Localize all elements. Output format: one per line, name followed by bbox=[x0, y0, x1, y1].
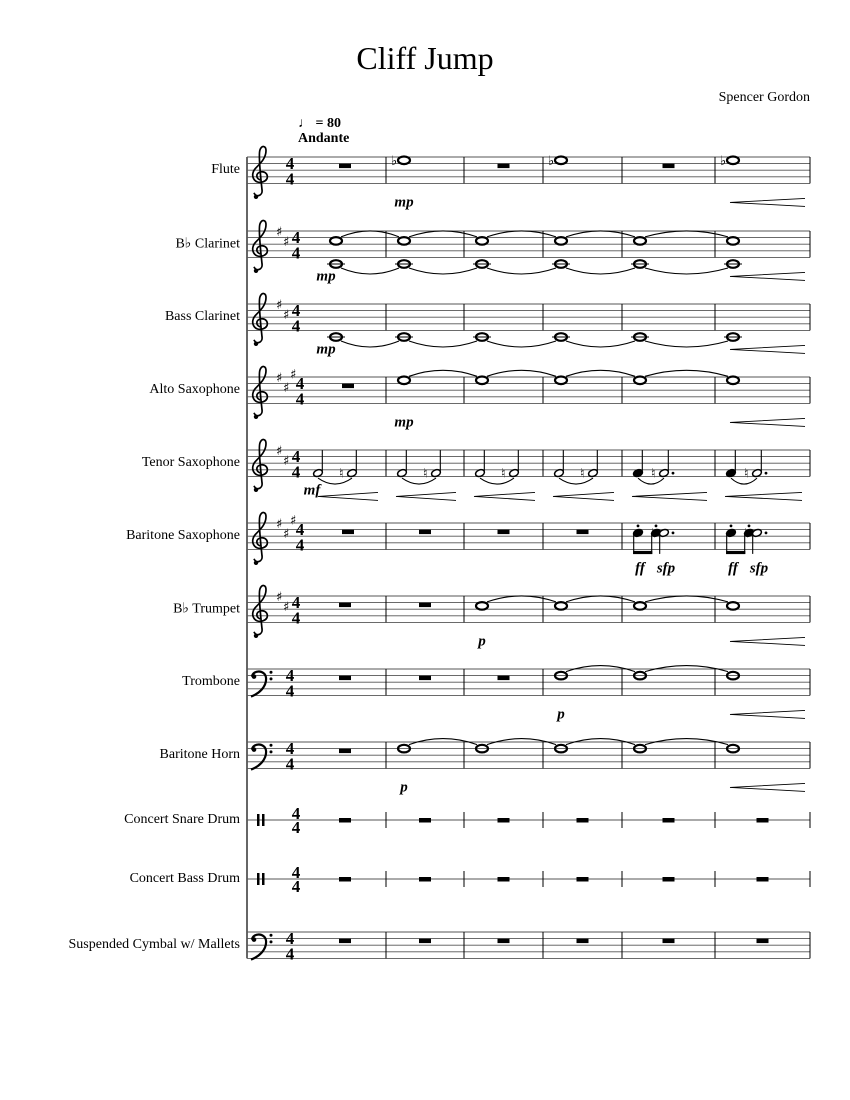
whole-note bbox=[634, 602, 646, 610]
whole-rest bbox=[577, 939, 589, 944]
key-signature-sharp-icon: ♯ bbox=[276, 444, 283, 459]
whole-rest bbox=[339, 877, 351, 882]
whole-note bbox=[398, 377, 410, 385]
whole-rest bbox=[663, 939, 675, 944]
accidental-natural-icon: ♮ bbox=[423, 466, 428, 482]
treble-clef-icon bbox=[254, 269, 258, 273]
staff-alto-saxophone bbox=[247, 367, 810, 431]
whole-rest bbox=[339, 164, 351, 169]
key-signature-sharp-icon: ♯ bbox=[276, 298, 283, 313]
crescendo-hairpin bbox=[725, 492, 802, 500]
bass-clef-icon bbox=[270, 934, 273, 937]
treble-clef-icon bbox=[254, 561, 258, 565]
dynamic-mp: mp bbox=[394, 194, 414, 211]
key-signature-sharp-icon: ♯ bbox=[290, 513, 297, 529]
treble-clef-icon bbox=[254, 415, 258, 419]
whole-rest bbox=[498, 164, 510, 169]
time-signature-top: 4 bbox=[291, 593, 301, 612]
whole-note bbox=[727, 237, 739, 245]
tempo-text: Andante bbox=[298, 131, 350, 146]
dynamic-mp: mp bbox=[316, 341, 336, 358]
bass-clef-icon bbox=[270, 750, 273, 753]
crescendo-hairpin bbox=[730, 710, 805, 718]
treble-clef-icon bbox=[253, 586, 268, 635]
time-signature-top: 4 bbox=[285, 154, 295, 173]
instrument-name: B♭ Clarinet bbox=[175, 236, 240, 252]
tie bbox=[487, 231, 556, 237]
treble-clef-icon bbox=[254, 488, 258, 492]
time-signature-bottom: 4 bbox=[285, 944, 295, 964]
staff-b-trumpet bbox=[247, 586, 810, 650]
percussion-clef-icon bbox=[262, 814, 265, 826]
treble-clef-icon bbox=[254, 342, 258, 346]
whole-rest bbox=[663, 164, 675, 169]
crescendo-hairpin bbox=[730, 418, 805, 426]
bass-clef-icon bbox=[252, 937, 257, 942]
whole-note bbox=[634, 377, 646, 385]
time-signature-top: 4 bbox=[285, 666, 295, 685]
key-signature-sharp-icon: ♯ bbox=[276, 517, 283, 532]
time-signature-top: 4 bbox=[291, 228, 301, 247]
treble-clef-icon bbox=[253, 367, 268, 416]
whole-rest bbox=[498, 939, 510, 944]
tie bbox=[487, 596, 556, 602]
instrument-name: Baritone Horn bbox=[159, 747, 240, 763]
whole-note bbox=[727, 377, 739, 385]
whole-rest bbox=[663, 818, 675, 823]
whole-rest bbox=[339, 603, 351, 608]
accidental-natural-icon: ♮ bbox=[651, 466, 656, 482]
staff-suspended-cymbal-w-mallets bbox=[247, 929, 810, 963]
key-signature-sharp-icon: ♯ bbox=[283, 526, 290, 542]
bass-clef-icon bbox=[270, 744, 273, 747]
time-signature-top: 4 bbox=[291, 863, 301, 882]
key-signature-sharp-icon: ♯ bbox=[283, 599, 290, 615]
key-signature-sharp-icon: ♯ bbox=[276, 590, 283, 605]
whole-note bbox=[555, 602, 567, 610]
staff-bass-clarinet bbox=[247, 294, 810, 358]
staff-baritone-saxophone bbox=[247, 513, 810, 577]
time-signature-bottom: 4 bbox=[291, 818, 301, 837]
instrument-name: Bass Clarinet bbox=[164, 309, 240, 325]
staff-trombone bbox=[247, 666, 810, 723]
whole-note bbox=[634, 237, 646, 245]
tie bbox=[409, 268, 477, 274]
whole-note bbox=[555, 377, 567, 385]
slur bbox=[402, 478, 436, 484]
tie bbox=[645, 341, 728, 347]
crescendo-hairpin bbox=[730, 637, 805, 645]
staff-flute bbox=[247, 147, 810, 211]
time-signature-bottom: 4 bbox=[295, 535, 305, 555]
tie bbox=[566, 596, 635, 602]
tie bbox=[645, 231, 728, 237]
dynamic-ff: ff bbox=[728, 560, 738, 577]
bass-clef-icon bbox=[252, 674, 257, 679]
treble-clef-icon bbox=[253, 294, 268, 343]
whole-rest bbox=[339, 749, 351, 754]
instrument-name: Suspended Cymbal w/ Mallets bbox=[68, 937, 240, 953]
whole-rest bbox=[419, 939, 431, 944]
crescendo-hairpin bbox=[318, 492, 378, 500]
whole-note bbox=[555, 237, 567, 245]
composer-name: Spencer Gordon bbox=[718, 90, 810, 105]
slur bbox=[480, 478, 514, 484]
time-signature-top: 4 bbox=[295, 520, 305, 539]
whole-note bbox=[398, 157, 410, 165]
whole-note bbox=[476, 237, 488, 245]
tempo-metronome: ♩ = 80 bbox=[298, 116, 341, 131]
treble-clef-icon bbox=[253, 221, 268, 270]
tie bbox=[645, 268, 728, 274]
staccato-dot bbox=[730, 525, 733, 528]
tie bbox=[487, 370, 556, 376]
tie bbox=[487, 341, 556, 347]
whole-rest bbox=[757, 939, 769, 944]
whole-note bbox=[555, 157, 567, 165]
tie bbox=[566, 268, 635, 274]
key-signature-sharp-icon: ♯ bbox=[276, 225, 283, 240]
whole-rest bbox=[419, 530, 431, 535]
accidental-natural-icon: ♮ bbox=[744, 526, 749, 542]
instrument-name: Baritone Saxophone bbox=[126, 528, 240, 544]
crescendo-hairpin bbox=[474, 492, 535, 500]
staff-tenor-saxophone bbox=[247, 440, 810, 501]
time-signature-top: 4 bbox=[291, 301, 301, 320]
whole-note bbox=[330, 237, 342, 245]
whole-rest bbox=[498, 877, 510, 882]
treble-clef-icon bbox=[254, 634, 258, 638]
time-signature-bottom: 4 bbox=[295, 389, 305, 409]
staff-b-clarinet bbox=[247, 221, 810, 285]
whole-note bbox=[476, 602, 488, 610]
whole-rest bbox=[419, 818, 431, 823]
note-beam bbox=[726, 551, 745, 554]
time-signature-top: 4 bbox=[285, 739, 295, 758]
percussion-clef-icon bbox=[257, 814, 260, 826]
accidental-natural-icon: ♮ bbox=[580, 466, 585, 482]
slur bbox=[559, 478, 593, 484]
instrument-name: Concert Snare Drum bbox=[124, 812, 240, 827]
staccato-dot bbox=[637, 525, 640, 528]
key-signature-sharp-icon: ♯ bbox=[283, 453, 290, 469]
whole-rest bbox=[419, 603, 431, 608]
crescendo-hairpin bbox=[730, 198, 805, 206]
whole-rest bbox=[339, 676, 351, 681]
whole-note bbox=[398, 237, 410, 245]
treble-clef-icon bbox=[253, 513, 268, 562]
whole-rest bbox=[757, 877, 769, 882]
treble-clef-icon bbox=[254, 195, 258, 199]
instrument-name: Tenor Saxophone bbox=[141, 455, 240, 471]
bass-clef-icon bbox=[270, 671, 273, 674]
whole-rest bbox=[577, 818, 589, 823]
time-signature-top: 4 bbox=[291, 447, 301, 466]
whole-rest bbox=[342, 384, 354, 389]
tie bbox=[487, 268, 556, 274]
tie bbox=[645, 596, 728, 602]
key-signature-sharp-icon: ♯ bbox=[290, 367, 297, 383]
instrument-name: Alto Saxophone bbox=[149, 382, 240, 398]
dynamic-mf: mf bbox=[303, 482, 321, 499]
staff-baritone-horn bbox=[247, 739, 810, 796]
tie bbox=[566, 341, 635, 347]
dynamic-sfp: sfp bbox=[749, 560, 769, 577]
time-signature-top: 4 bbox=[295, 374, 305, 393]
whole-rest bbox=[577, 877, 589, 882]
tie bbox=[341, 268, 399, 274]
whole-rest bbox=[757, 818, 769, 823]
tie bbox=[341, 231, 399, 237]
slur bbox=[318, 478, 352, 484]
whole-rest bbox=[577, 530, 589, 535]
augmentation-dot bbox=[765, 472, 768, 475]
dynamic-ff: ff bbox=[635, 560, 645, 577]
time-signature-top: 4 bbox=[291, 804, 301, 823]
accidental-flat-icon: ♭ bbox=[391, 153, 398, 169]
whole-rest bbox=[339, 939, 351, 944]
dynamic-p: p bbox=[478, 633, 486, 650]
dynamic-p: p bbox=[400, 779, 408, 796]
augmentation-dot bbox=[672, 532, 675, 535]
time-signature-bottom: 4 bbox=[291, 608, 301, 628]
bass-clef-icon bbox=[270, 677, 273, 680]
whole-rest bbox=[498, 530, 510, 535]
crescendo-hairpin bbox=[396, 492, 456, 500]
instrument-name: Trombone bbox=[182, 674, 240, 690]
dynamic-mp: mp bbox=[394, 414, 414, 431]
augmentation-dot bbox=[672, 472, 675, 475]
whole-rest bbox=[339, 818, 351, 823]
crescendo-hairpin bbox=[730, 345, 805, 353]
accidental-flat-icon: ♭ bbox=[720, 153, 727, 169]
instrument-name: Concert Bass Drum bbox=[129, 871, 240, 886]
crescendo-hairpin bbox=[730, 272, 805, 280]
time-signature-bottom: 4 bbox=[285, 681, 295, 701]
time-signature-bottom: 4 bbox=[291, 462, 301, 482]
tie bbox=[566, 370, 635, 376]
score-title: Cliff Jump bbox=[356, 40, 494, 76]
whole-note bbox=[727, 157, 739, 165]
key-signature-sharp-icon: ♯ bbox=[283, 234, 290, 250]
percussion-clef-icon bbox=[257, 873, 260, 885]
whole-rest bbox=[498, 676, 510, 681]
accidental-natural-icon: ♮ bbox=[501, 466, 506, 482]
tie bbox=[341, 341, 399, 347]
time-signature-bottom: 4 bbox=[291, 877, 301, 896]
time-signature-bottom: 4 bbox=[291, 316, 301, 336]
instrument-name: B♭ Trumpet bbox=[173, 601, 240, 617]
key-signature-sharp-icon: ♯ bbox=[283, 380, 290, 396]
time-signature-bottom: 4 bbox=[285, 754, 295, 774]
note-beam bbox=[633, 551, 652, 554]
tie bbox=[409, 341, 477, 347]
time-signature-top: 4 bbox=[285, 929, 295, 948]
treble-clef-icon bbox=[253, 147, 268, 196]
whole-rest bbox=[663, 877, 675, 882]
staff-concert-snare-drum bbox=[247, 804, 810, 837]
augmentation-dot bbox=[765, 532, 768, 535]
accidental-natural-icon: ♮ bbox=[339, 466, 344, 482]
tie bbox=[645, 370, 728, 376]
accidental-natural-icon: ♮ bbox=[744, 466, 749, 482]
tie bbox=[409, 231, 477, 237]
whole-rest bbox=[419, 676, 431, 681]
accidental-flat-icon: ♭ bbox=[548, 153, 555, 169]
instrument-name: Flute bbox=[211, 162, 240, 178]
whole-rest bbox=[342, 530, 354, 535]
tie bbox=[409, 370, 477, 376]
treble-clef-icon bbox=[253, 440, 268, 489]
time-signature-bottom: 4 bbox=[291, 243, 301, 263]
whole-note bbox=[476, 377, 488, 385]
dynamic-mp: mp bbox=[316, 268, 336, 285]
crescendo-hairpin bbox=[632, 492, 707, 500]
time-signature-bottom: 4 bbox=[285, 169, 295, 189]
bass-clef-icon bbox=[270, 940, 273, 943]
key-signature-sharp-icon: ♯ bbox=[283, 307, 290, 323]
percussion-clef-icon bbox=[262, 873, 265, 885]
whole-note bbox=[727, 602, 739, 610]
staff-concert-bass-drum bbox=[247, 863, 810, 896]
tie bbox=[566, 231, 635, 237]
whole-rest bbox=[419, 877, 431, 882]
key-signature-sharp-icon: ♯ bbox=[276, 371, 283, 386]
whole-rest bbox=[498, 818, 510, 823]
crescendo-hairpin bbox=[730, 783, 805, 791]
dynamic-sfp: sfp bbox=[656, 560, 676, 577]
accidental-natural-icon: ♮ bbox=[651, 526, 656, 542]
dynamic-p: p bbox=[557, 706, 565, 723]
crescendo-hairpin bbox=[553, 492, 614, 500]
bass-clef-icon bbox=[252, 747, 257, 752]
